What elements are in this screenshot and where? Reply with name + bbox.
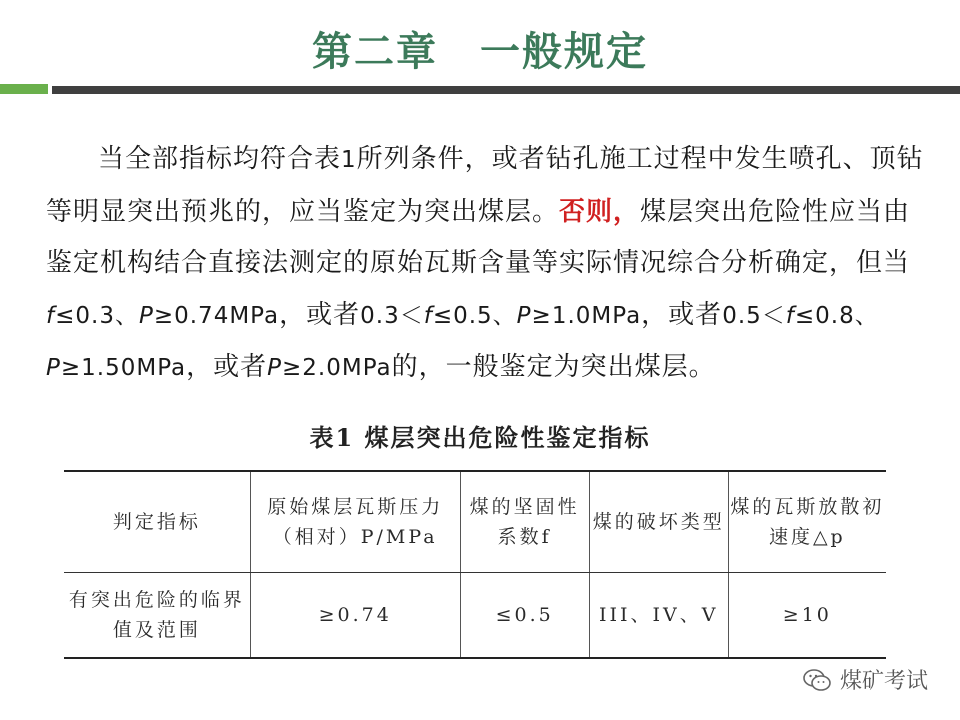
value-damage-type: III、IV、V [589,573,728,659]
value-gas-pressure: ≥0.74 [250,573,460,659]
table-caption: 表1 煤层突出危险性鉴定指标 [309,423,651,452]
header-firmness: 煤的坚固性系数f [460,471,589,573]
value-emission-rate: ≥10 [728,573,886,659]
body-paragraph: 当全部指标均符合表1所列条件，或者钻孔施工过程中发生喷孔、顶钻等明显突出预兆的，应当鉴定为突出煤层。否则，煤层突出危险性应当由鉴定机构结合直接法测定的原始瓦斯含量等实际情况综合分析确定，但当f≤0.3、P≥0.74MPa，或者0.3＜f≤0.5、P≥1.0MPa，或者0.5＜f≤0.8、P≥1.50MPa，或者P≥2.0MPa的，一般鉴定为突出煤层。 [46,144,924,382]
header-emission-rate: 煤的瓦斯放散初速度△p [728,471,886,573]
header-gas-pressure: 原始煤层瓦斯压力（相对）P/MPa [250,471,460,573]
header-damage-type: 煤的破坏类型 [589,471,728,573]
row-label: 有突出危险的临界值及范围 [64,573,250,659]
emphasis-text: 否则， [559,196,641,227]
title-rule [52,86,960,94]
wechat-icon [802,667,832,693]
table-header-row [64,471,886,573]
watermark [802,664,928,695]
page-title: 第二章 一般规定 [312,29,648,75]
header-criterion: 判定指标 [64,471,250,573]
table-row [64,573,886,659]
outburst-index-table [64,470,886,659]
value-firmness: ≤0.5 [460,573,589,659]
watermark-text: 煤矿考试 [839,669,928,694]
title-rule-accent [0,84,48,94]
